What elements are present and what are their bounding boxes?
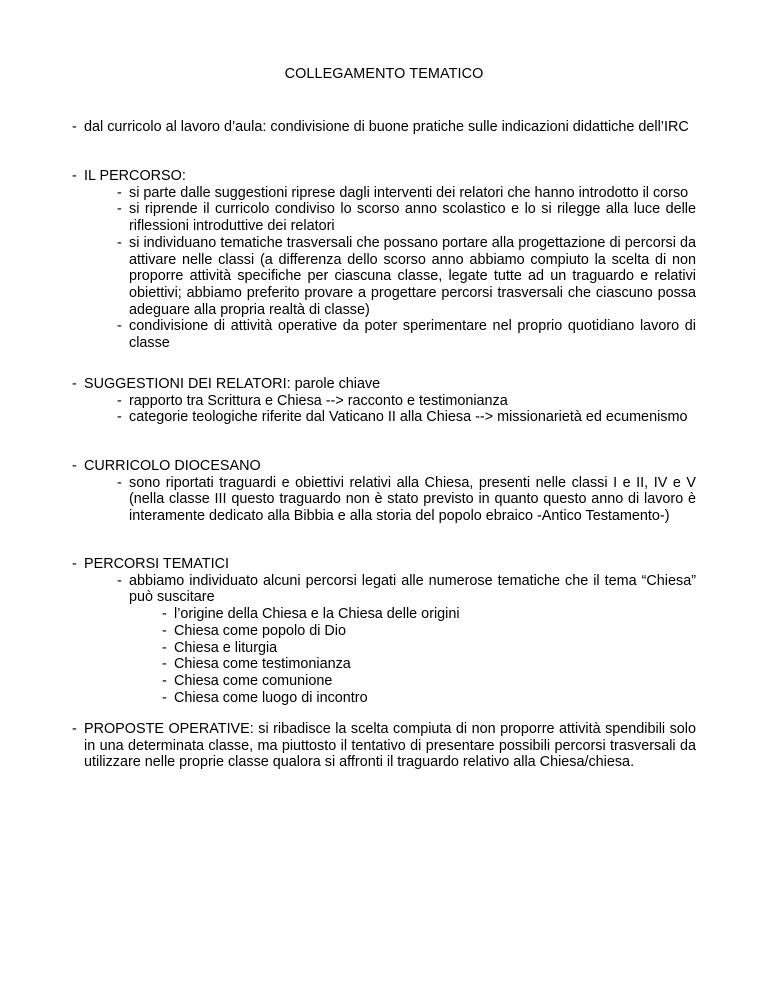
proposte-text: PROPOSTE OPERATIVE: si ribadisce la scelta compiuta di non proporre attività spendibili solo in una determinata classe, ma piuttosto il tentativo di presentare possibili percorsi trasversali da utilizzare nelle proprie classe qualora si affronti il traguardo relativo alla Chiesa/chiesa. — [84, 721, 696, 771]
curricolo-heading — [72, 458, 696, 475]
bullet-dash: - — [162, 639, 167, 656]
section-proposte — [72, 721, 696, 771]
bullet-dash: - — [162, 606, 167, 623]
section-curricolo — [72, 458, 696, 525]
percorso-heading-text: IL PERCORSO: — [84, 168, 186, 184]
list-item-text: condivisione di attività operative da poter sperimentare nel proprio quotidiano lavoro di classe — [129, 318, 696, 352]
suggestioni-heading — [72, 376, 696, 393]
sub-list-item-text: Chiesa come comunione — [174, 672, 333, 689]
bullet-dash: - — [72, 556, 77, 572]
bullet-dash: - — [117, 474, 122, 491]
section-percorsi — [72, 556, 696, 706]
list-item-text: si parte dalle suggestioni riprese dagli interventi dei relatori che hanno introdotto il corso — [129, 184, 689, 201]
sub-list-item-text: l’origine della Chiesa e la Chiesa delle origini — [174, 606, 460, 623]
section-intro — [72, 119, 696, 136]
list-item — [117, 393, 696, 410]
list-item — [117, 235, 696, 319]
sub-list-item — [162, 690, 696, 707]
percorso-heading — [72, 168, 696, 185]
suggestioni-heading-text: SUGGESTIONI DEI RELATORI: parole chiave — [84, 376, 381, 392]
intro-text: dal curricolo al lavoro d’aula: condivisione di buone pratiche sulle indicazioni didattiche dell’IRC — [84, 119, 689, 135]
sub-list-item — [162, 673, 696, 690]
section-suggestioni — [72, 376, 696, 426]
sub-list-item-text: Chiesa e liturgia — [174, 639, 278, 656]
sub-list-item-text: Chiesa come popolo di Dio — [174, 622, 346, 639]
curricolo-heading-text: CURRICOLO DIOCESANO — [84, 458, 261, 474]
bullet-dash: - — [72, 376, 77, 392]
list-item-text: categorie teologiche riferite dal Vaticano II alla Chiesa --> missionarietà ed ecumenismo — [129, 409, 688, 426]
section-percorso — [72, 168, 696, 352]
sub-list-item-text: Chiesa come testimonianza — [174, 656, 351, 673]
list-item — [117, 573, 696, 606]
bullet-dash: - — [117, 409, 122, 426]
document-title: COLLEGAMENTO TEMATICO — [284, 66, 484, 82]
bullet-dash: - — [162, 622, 167, 639]
bullet-dash: - — [72, 458, 77, 474]
list-item-text: sono riportati traguardi e obiettivi relativi alla Chiesa, presenti nelle classi I e II, IV e V (nella classe III questo traguardo non è stato previsto in quanto questo anno di lavoro è interamente dedicato alla Bibbia e alla storia del popolo ebraico -Antico Testamento-) — [129, 474, 696, 525]
list-item-text: si individuano tematiche trasversali che possano portare alla progettazione di percorsi da attivare nelle classi (a differenza dello scorso anno abbiamo compiuto la scelta di non proporre attività specifiche per ciascuna classe, legate tutte ad un traguardo e relativi obiettivi; abbiamo preferito provare a progettare percorsi trasversali che ciascuno possa adeguare alla propria realtà di classe) — [129, 234, 696, 318]
sub-list-item — [162, 606, 696, 623]
bullet-dash: - — [117, 572, 122, 589]
bullet-dash: - — [117, 318, 122, 335]
bullet-dash: - — [117, 201, 122, 218]
proposte-paragraph — [72, 721, 696, 771]
sub-list-item-text: Chiesa come luogo di incontro — [174, 689, 368, 706]
sub-list-item — [162, 640, 696, 657]
bullet-dash: - — [162, 656, 167, 673]
list-item-text: rapporto tra Scrittura e Chiesa --> racconto e testimonianza — [129, 392, 508, 409]
bullet-dash: - — [117, 234, 122, 251]
percorsi-heading — [72, 556, 696, 573]
bullet-dash: - — [117, 184, 122, 201]
sub-list-item — [162, 656, 696, 673]
list-item — [117, 318, 696, 351]
bullet-dash: - — [72, 721, 77, 737]
list-item — [117, 201, 696, 234]
bullet-dash: - — [72, 168, 77, 184]
bullet-dash: - — [72, 119, 77, 135]
sub-list-item — [162, 623, 696, 640]
list-item — [117, 185, 696, 202]
percorsi-heading-text: PERCORSI TEMATICI — [84, 556, 229, 572]
list-item-text: si riprende il curricolo condiviso lo scorso anno scolastico e lo si rilegge alla luce delle riflessioni introduttive dei relatori — [129, 201, 696, 235]
list-item — [117, 475, 696, 525]
list-item-text: abbiamo individuato alcuni percorsi legati alle numerose tematiche che il tema “Chiesa” può suscitare — [129, 572, 696, 606]
bullet-dash: - — [162, 672, 167, 689]
intro-paragraph — [72, 119, 696, 136]
bullet-dash: - — [117, 392, 122, 409]
bullet-dash: - — [162, 689, 167, 706]
list-item — [117, 409, 696, 426]
